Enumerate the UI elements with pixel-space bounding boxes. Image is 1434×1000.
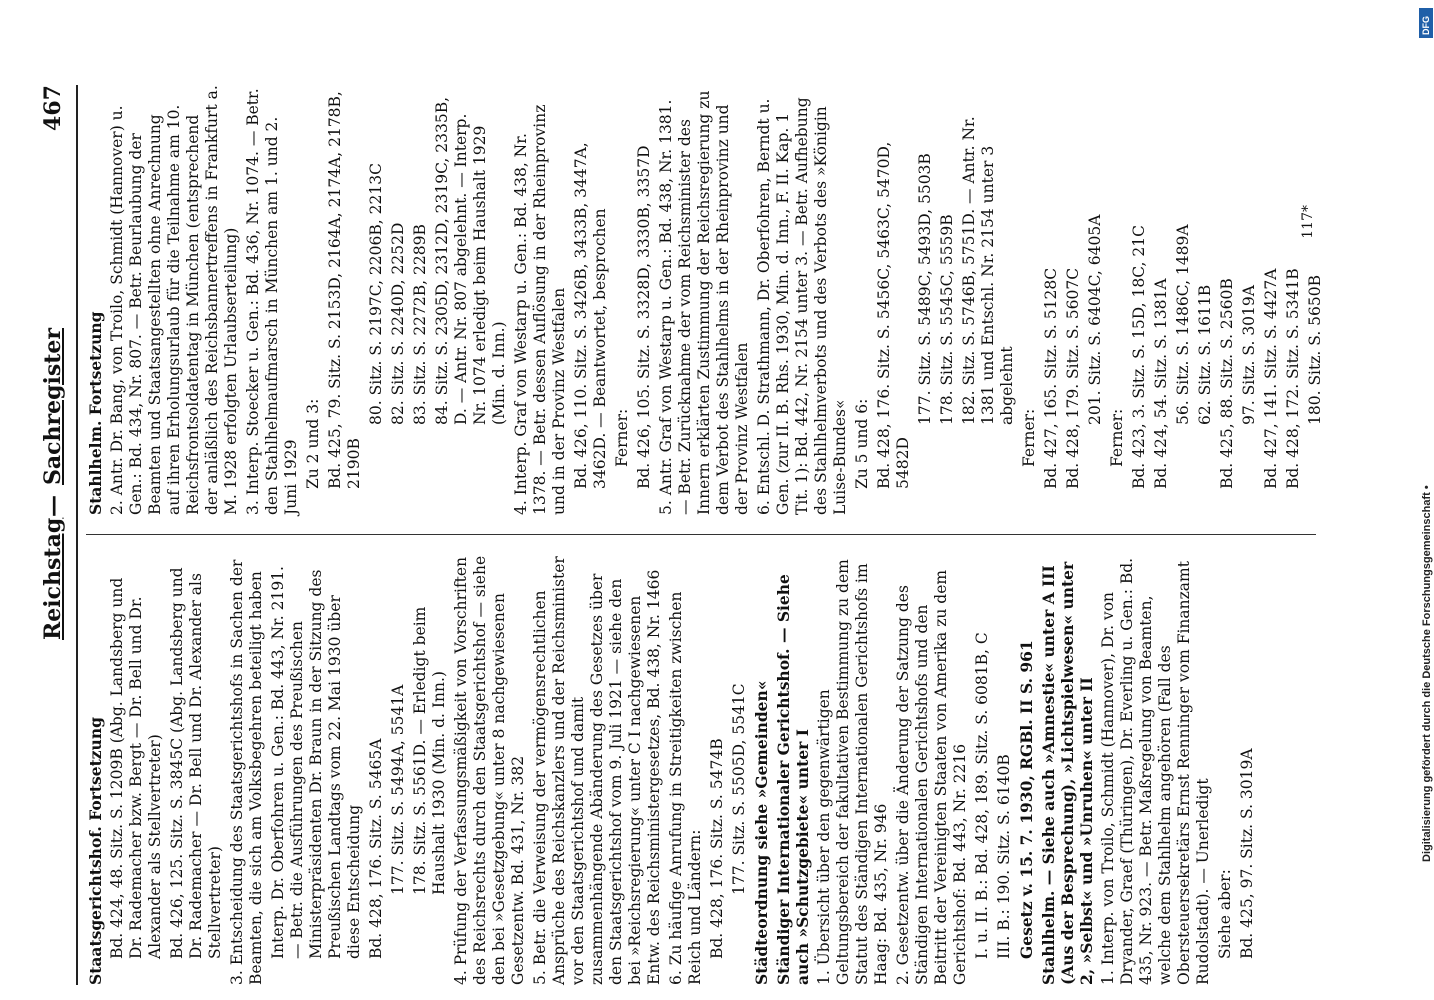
entry: 177. Sitz. S. 5505D, 5541C bbox=[730, 683, 748, 895]
entry: 82. Sitz. S. 2240D, 2252D bbox=[389, 222, 407, 425]
entry: 5. Betr. die Verweisung der vermögensrechtlichen Ansprüche des Reichskanzlers und der Reichsminister vor den Staatsgerichtshof und damit zusammenhängende Abänderung des Gesetzes über den Staatsgerichtshof vom 9. Juli 1921 — siehe den bei »Reichsregierung« unter C I nachgewiesenen Entw. des Reichsministergesetzes, Bd. 438, Nr. 1466 bbox=[531, 556, 663, 985]
entry: 2. Gesetzentw. über die Änderung der Satzung des Ständigen Internationalen Gerichtshofs und den Beitritt der Vereinigten Staaten von Amerika zu dem Gerichtshof: Bd. 443, Nr. 2216 bbox=[894, 569, 969, 985]
entry: 56. Sitz. S. 1486C, 1489A bbox=[1174, 224, 1192, 425]
entry: 177. Sitz. S. 5494A, 5541A bbox=[389, 684, 407, 895]
header-left: Reichstag bbox=[40, 517, 66, 640]
entry: Bd. 426, 125. Sitz. S. 3845C (Abg. Landsberg und Dr. Rademacher — Dr. Bell und Dr. Alexander als Stellvertreter) bbox=[168, 567, 224, 959]
entry: Bd. 428, 179. Sitz. S. 5607C bbox=[1064, 267, 1082, 489]
entry: Bd. 428, 176. Sitz. S. 5474B bbox=[708, 738, 726, 959]
page-header bbox=[40, 85, 78, 985]
entry: Interp. Dr. Oberfohren u. Gen.: Bd. 443, Nr. 2191. — Betr. die Ausführungen des Preußischen Ministerpräsidenten Dr. Braun in der Sitzung des Preußischen Landtags vom 22. Mai 1930 über diese Entscheidung bbox=[269, 566, 363, 959]
entry: Stahlhelm. Fortsetzung bbox=[86, 311, 105, 515]
entry: Stahlhelm. — Siehe auch »Amnestie« unter A III (Aus der Besprechung), »Lichtspielwesen« unter 2, »Selbst« und »Unruhen« unter II bbox=[1039, 561, 1096, 985]
entry: III. B.: 190. Sitz. S. 6140B bbox=[995, 754, 1013, 959]
entry: 180. Sitz. S. 5650B bbox=[1306, 274, 1324, 425]
entry: Zu 5 und 6: bbox=[853, 398, 871, 489]
entry: Bd. 425, 88. Sitz. S. 2560B bbox=[1218, 278, 1236, 489]
entry: 178. Sitz. S. 5561D. — Erledigt beim Haushalt 1930 (Min. d. Inn.) bbox=[411, 606, 448, 895]
entry: Ferner: bbox=[1020, 408, 1038, 467]
entry: Bd. 428, 176. Sitz. S. 5456C, 5463C, 5470D, 5482D bbox=[875, 141, 912, 489]
entry: 83. Sitz. S. 2272B, 2289B bbox=[411, 224, 429, 425]
entry: 62. Sitz. S. 1611B bbox=[1196, 284, 1214, 425]
entry: 5. Antr. Graf von Westarp u. Gen.: Bd. 438, Nr. 1381. — Betr. Zurücknahme der vom Reichsminister des Innern erklärten Zustimmung der Reichsregierung zu dem Verbot des Stahlhelms in der Rheinprovinz und der Provinz Westfalen bbox=[657, 90, 751, 515]
entry: Bd. 425, 97. Sitz. S. 3019A bbox=[1238, 748, 1256, 959]
page-number: 467 bbox=[40, 85, 66, 131]
rotated-register-page bbox=[40, 85, 1340, 985]
entry: 1. Übersicht über den gegenwärtigen Geltungsbereich der fakultativen Bestimmung zu dem Statut des Ständigen Internationalen Gerichtshofs im Haag: Bd. 435, Nr. 946 bbox=[815, 559, 890, 985]
entry: Bd. 426, 105. Sitz. S. 3328D, 3330B, 3357D bbox=[635, 145, 653, 489]
column-divider bbox=[86, 534, 1316, 535]
entry: Ständiger Internationaler Gerichtshof. — Siehe auch »Schutzgebiete« unter I bbox=[774, 574, 812, 985]
entry: Städteordnung siehe »Gemeinden« bbox=[752, 680, 771, 985]
entry: Bd. 427, 165. Sitz. S. 5128C bbox=[1042, 267, 1060, 489]
signature-mark: 117* bbox=[1300, 205, 1316, 239]
entry: Zu 2 und 3: bbox=[304, 398, 322, 489]
entry: Bd. 424, 48. Sitz. S. 1209B (Abg. Landsberg und Dr. Rademacher bzw. Bergt — Dr. Bell und Dr. Alexander als Stellvertreter) bbox=[108, 577, 164, 959]
entry: Bd. 425, 79. Sitz. S. 2153D, 2164A, 2174A, 2178B, 2190B bbox=[326, 91, 363, 489]
entry: 3. Entscheidung des Staatsgerichtshofs in Sachen der Beamten, die sich am Volksbegehren beteiligt haben bbox=[228, 559, 265, 985]
entry: 6. Entschl. D. Strathmann, Dr. Oberfohren, Berndt u. Gen. (zur II. B. Rhs. 1930, Min. d. Inn., F. II. Kap. 1 Tit. 1): Bd. 442, Nr. 2154 unter 3. — Betr. Aufhebung des Stahlhelmverbots und des Verbots des »Königin Luise-Bundes« bbox=[755, 97, 849, 515]
entry: 97. Sitz. S. 3019A bbox=[1240, 285, 1258, 425]
entry: Ferner: bbox=[613, 408, 631, 467]
entry: Bd. 428, 176. Sitz. S. 5465A bbox=[367, 738, 385, 959]
entry: Bd. 426, 110. Sitz. S. 3426B, 3433B, 3447A, 3462D. — Beantwortet, besprochen bbox=[572, 142, 609, 489]
entry: Ferner: bbox=[1108, 408, 1126, 467]
entry: Bd. 428, 172. Sitz. S. 5341B bbox=[1284, 268, 1302, 489]
dfg-logo: DFG bbox=[1419, 8, 1433, 38]
entry: 84. Sitz. S. 2305D, 2312D, 2319C, 2335B, D. — Antr. Nr. 807 abgelehnt. — Interp. Nr. 1074 erledigt beim Haushalt 1929 (Min. d. Inn.) bbox=[433, 96, 508, 425]
entry: I. u. II. B.: Bd. 428, 189. Sitz. S. 6081B, C bbox=[973, 632, 991, 959]
entry: 1. Interp. von Troilo, Schmidt (Hannover), Dr. von Dryander, Graef (Thüringen), Dr. Everling u. Gen.: Bd. 435, Nr. 923. — Betr. Maßregelung von Beamten, welche dem Stahlhelm angehören (Fall des Obersteuersekretärs Ernst Renninger vom Finanzamt Rudolstadt). — Unerledigt bbox=[1099, 557, 1212, 985]
entry: 2. Antr. Dr. Bang, von Troilo, Schmidt (Hannover) u. Gen.: Bd. 434, Nr. 807. — Betr. Beurlaubung der Beamten und Staatsangestellten ohne Anrechnung auf ihren Erholungsurlaub für die Teilnahme am 10. Reichsfrontsoldatentag in München (entsprechend der anläßlich des Reichsbannertreffens in Frankfurt a. M. 1928 erfolgten Urlaubserteilung) bbox=[108, 85, 240, 515]
entry: 182. Sitz. S. 5746B, 5751D. — Antr. Nr. 1381 und Entschl. Nr. 2154 unter 3 abgelehnt bbox=[960, 116, 1016, 425]
entry: 80. Sitz. S. 2197C, 2206B, 2213C bbox=[367, 163, 385, 425]
right-column bbox=[86, 85, 1328, 515]
header-separator: — bbox=[40, 495, 66, 517]
entry: 6. Zu häufige Anrufung in Streitigkeiten zwischen Reich und Ländern: bbox=[667, 591, 704, 985]
header-right: Sachregister bbox=[40, 328, 66, 485]
entry: 4. Prüfung der Verfassungsmäßigkeit von Vorschriften des Reichsrechts durch den Staatsgerichtshof — siehe den bei »Gesetzgebung« unter 8 nachgewiesenen Gesetzentw. Bd. 431, Nr. 382 bbox=[452, 555, 527, 985]
entry: Bd. 423, 3. Sitz. S. 15D, 18C, 21C bbox=[1130, 225, 1148, 489]
entry: 177. Sitz. S. 5489C, 5493D, 5503B bbox=[916, 153, 934, 425]
entry: 4. Interp. Graf von Westarp u. Gen.: Bd. 438, Nr. 1378. — Betr. dessen Auflösung in der Rheinprovinz und in der Provinz Westfalen bbox=[512, 104, 568, 515]
entry: Siehe aber: bbox=[1216, 869, 1234, 959]
left-column bbox=[86, 555, 1260, 985]
entry: Bd. 427, 141. Sitz. S. 4427A bbox=[1262, 268, 1280, 489]
entry: 3. Interp. Stoecker u. Gen.: Bd. 436, Nr. 1074. — Betr. den Stahlhelmaufmarsch in München am 1. und 2. Juni 1929 bbox=[244, 88, 300, 515]
entry: Gesetz v. 15. 7. 1930, RGBl. II S. 961 bbox=[1017, 640, 1036, 959]
entry: Staatsgerichtshof. Fortsetzung bbox=[86, 717, 105, 985]
dfg-credit: Digitalisierung gefördert durch die Deutsche Forschungsgemeinschaft • bbox=[1421, 485, 1433, 862]
entry: Bd. 424, 54. Sitz. S. 1381A bbox=[1152, 278, 1170, 489]
entry: 178. Sitz. S. 5545C, 5559B bbox=[938, 214, 956, 425]
entry: 201. Sitz. S. 6404C, 6405A bbox=[1086, 214, 1104, 425]
